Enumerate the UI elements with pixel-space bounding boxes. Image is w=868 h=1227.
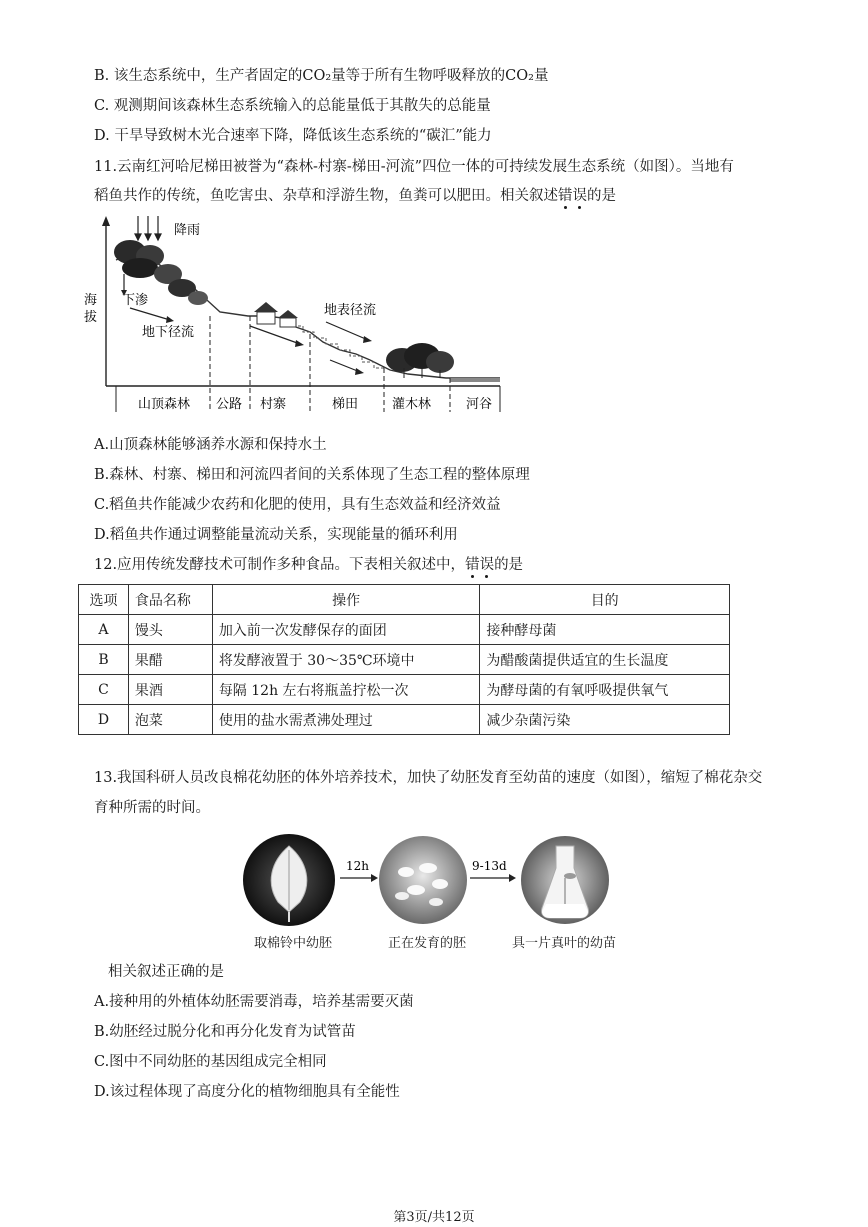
q13-option-d: D.该过程体现了高度分化的植物细胞具有全能性 bbox=[94, 1084, 400, 1100]
caption-seedling: 具一片真叶的幼苗 bbox=[512, 936, 617, 951]
rain-label: 降雨 bbox=[174, 223, 201, 238]
table-cell: 每隔 12h 左右将瓶盖拧松一次 bbox=[212, 675, 480, 705]
emphasis-char: 错 bbox=[465, 557, 480, 573]
river bbox=[450, 378, 500, 382]
zone-label: 梯田 bbox=[332, 397, 359, 412]
ylabel-char1: 海 bbox=[84, 293, 98, 308]
q13-option-a: A.接种用的外植体幼胚需要消毒，培养基需要灭菌 bbox=[94, 994, 414, 1010]
fermentation-table bbox=[78, 584, 730, 735]
q13-option-c: C.图中不同幼胚的基因组成完全相同 bbox=[94, 1054, 327, 1070]
developing-embryos-photo bbox=[379, 836, 467, 924]
q11-stem-line2 bbox=[94, 186, 616, 206]
table-cell: A bbox=[79, 615, 129, 645]
q11-option-c: C.稻鱼共作能减少农药和化肥的使用，具有生态效益和经济效益 bbox=[94, 497, 501, 513]
table-header: 选项 bbox=[79, 585, 129, 615]
shrub-trees bbox=[386, 343, 454, 378]
zone-label: 村寨 bbox=[260, 397, 287, 412]
q13-stem-line2: 育种所需的时间。 bbox=[94, 800, 210, 816]
y-axis-arrow bbox=[102, 216, 110, 226]
table-cell: 将发酵液置于 30～35℃环境中 bbox=[212, 645, 480, 675]
emphasis-char: 错 bbox=[558, 188, 573, 204]
table-header: 操作 bbox=[212, 585, 480, 615]
groundflow-arrow bbox=[130, 308, 170, 320]
q13-option-b: B.幼胚经过脱分化和再分化发育为试管苗 bbox=[94, 1024, 356, 1040]
terrace-ecosystem-diagram bbox=[78, 212, 508, 422]
table-cell: 泡菜 bbox=[128, 705, 212, 735]
table-cell: 果醋 bbox=[128, 645, 212, 675]
cotton-embryo-photo bbox=[243, 834, 335, 926]
table-cell: 馒头 bbox=[128, 615, 212, 645]
table-cell: D bbox=[79, 705, 129, 735]
q10-option-d: D. 干旱导致树木光合速率下降，降低该生态系统的“碳汇”能力 bbox=[94, 128, 492, 144]
q12-stem bbox=[94, 555, 523, 575]
table-cell: 加入前一次发酵保存的面团 bbox=[212, 615, 480, 645]
table-header: 目的 bbox=[480, 585, 730, 615]
table-cell: 减少杂菌污染 bbox=[480, 705, 730, 735]
zone-label: 山顶森林 bbox=[138, 397, 191, 412]
table-header-row bbox=[79, 585, 730, 615]
zone-label: 灌木林 bbox=[392, 397, 432, 412]
q11-option-a: A.山顶森林能够涵养水源和保持水土 bbox=[94, 437, 327, 453]
q12-stem-text: 12.应用传统发酵技术可制作多种食品。下表相关叙述中， bbox=[94, 557, 466, 573]
zone-label: 河谷 bbox=[466, 397, 493, 412]
rain-arrows bbox=[135, 216, 161, 240]
surfaceflow-label: 地表径流 bbox=[324, 303, 377, 318]
infiltration-label: 下渗 bbox=[122, 293, 149, 308]
village-houses bbox=[254, 302, 298, 327]
table-cell: 使用的盐水需煮沸处理过 bbox=[212, 705, 480, 735]
q11-stem-line1: 11.云南红河哈尼梯田被誉为“森林-村寨-梯田-河流”四位一体的可持续发展生态系统（如图）。当地有 bbox=[94, 159, 734, 175]
table-row bbox=[79, 675, 730, 705]
embryo-culture-figure bbox=[240, 832, 620, 932]
q10-option-c: C. 观测期间该森林生态系统输入的总能量低于其散失的总能量 bbox=[94, 98, 491, 114]
caption-embryo: 取棉铃中幼胚 bbox=[254, 936, 333, 951]
emphasis-char: 误 bbox=[572, 188, 587, 204]
q12-stem-suffix: 的是 bbox=[494, 557, 524, 573]
table-cell: C bbox=[79, 675, 129, 705]
terraces bbox=[293, 326, 386, 368]
arrow-9-13d-label: 9-13d bbox=[472, 859, 507, 873]
q10-option-b: B. 该生态系统中，生产者固定的CO₂量等于所有生物呼吸释放的CO₂量 bbox=[94, 68, 549, 84]
zone-label: 公路 bbox=[216, 397, 243, 412]
page-number: 第3页/共12页 bbox=[393, 1210, 475, 1225]
q11-option-b: B.森林、村寨、梯田和河流四者间的关系体现了生态工程的整体原理 bbox=[94, 467, 530, 483]
q11-stem-suffix: 的是 bbox=[587, 188, 616, 204]
table-cell: B bbox=[79, 645, 129, 675]
table-cell: 为酵母菌的有氧呼吸提供氧气 bbox=[480, 675, 730, 705]
ylabel-char2: 拔 bbox=[84, 310, 98, 325]
q11-option-d: D.稻鱼共作通过调整能量流动关系，实现能量的循环利用 bbox=[94, 527, 458, 543]
table-header: 食品名称 bbox=[128, 585, 212, 615]
arrow-12h-label: 12h bbox=[346, 859, 369, 873]
y-axis-label bbox=[84, 293, 101, 325]
table-row bbox=[79, 705, 730, 735]
table-cell: 果酒 bbox=[128, 675, 212, 705]
surfaceflow-arrow bbox=[326, 322, 368, 340]
table-row bbox=[79, 645, 730, 675]
caption-developing: 正在发育的胚 bbox=[388, 936, 467, 951]
q11-stem-text: 稻鱼共作的传统，鱼吃害虫、杂草和浮游生物，鱼粪可以肥田。相关叙述 bbox=[94, 188, 558, 204]
q13-stem-line1: 13.我国科研人员改良棉花幼胚的体外培养技术，加快了幼胚发育至幼苗的速度（如图），缩短了棉花杂交 bbox=[94, 770, 763, 786]
table-row bbox=[79, 615, 730, 645]
table-cell: 接种酵母菌 bbox=[480, 615, 730, 645]
groundflow-label: 地下径流 bbox=[142, 325, 195, 340]
seedling-flask-photo bbox=[521, 836, 609, 924]
q13-lead: 相关叙述正确的是 bbox=[108, 964, 224, 980]
table-cell: 为醋酸菌提供适宜的生长温度 bbox=[480, 645, 730, 675]
emphasis-char: 误 bbox=[479, 557, 495, 573]
